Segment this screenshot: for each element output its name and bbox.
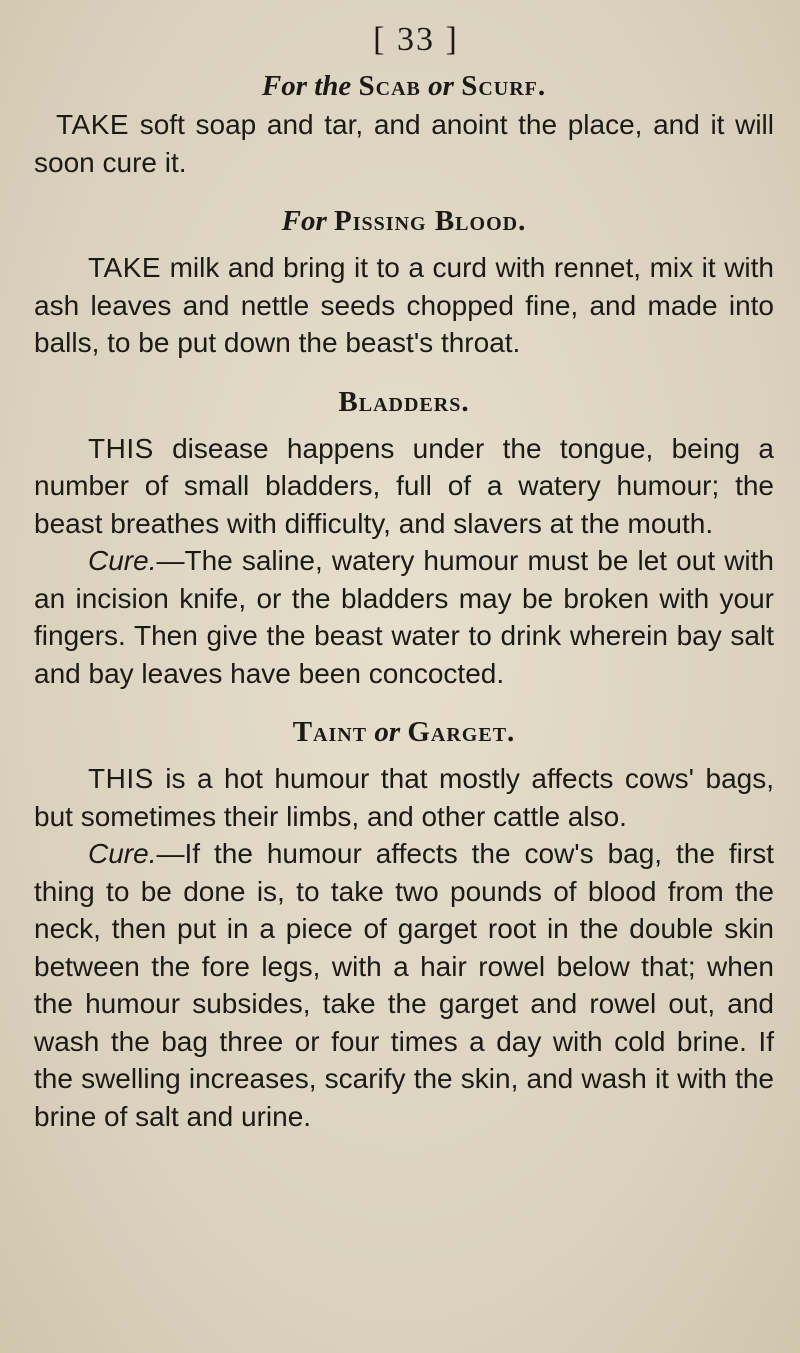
heading-title-2: Scurf. <box>461 70 547 102</box>
heading-joiner: or <box>374 716 401 748</box>
heading-title: Pissing Blood. <box>334 205 527 237</box>
cure-label: Cure. <box>88 545 157 576</box>
paragraph-lead: TAKE <box>56 109 130 140</box>
heading-pissing-blood <box>34 201 774 241</box>
paragraph-text: is a hot humour that mostly affects cows' bags, but sometimes their limbs, and other cattle also. <box>34 763 774 832</box>
paragraph-lead: TAKE <box>88 252 162 283</box>
heading-prefix: For the <box>261 70 352 102</box>
heading-scab-or-scurf <box>34 66 774 106</box>
cure-label: Cure. <box>88 838 157 869</box>
heading-bladders <box>34 382 774 422</box>
paragraph-text: soft soap and tar, and anoint the place, and it will soon cure it. <box>34 109 774 178</box>
paragraph-garget-cure <box>34 835 774 1135</box>
paragraph-pissing-blood-remedy <box>34 249 774 362</box>
heading-prefix: For <box>281 205 327 237</box>
paragraph-garget-description <box>34 760 774 835</box>
page-number: [ 33 ] <box>373 21 459 58</box>
paragraph-lead: THIS <box>88 432 154 464</box>
heading-taint-or-garget <box>34 712 774 752</box>
heading-title: Bladders. <box>338 385 470 418</box>
paragraph-bladders-description <box>34 430 774 543</box>
paragraph-text: —The saline, watery humour must be let out with an incision knife, or the bladders may be broken with your fingers. Then give the beast water to drink wherein bay salt and bay leaves have been concocted. <box>34 545 774 689</box>
paragraph-text: milk and bring it to a curd with rennet, mix it with ash leaves and nettle seeds chopped fine, and made into balls, to be put down the beast's throat. <box>34 252 774 358</box>
heading-joiner: or <box>428 70 454 102</box>
paragraph-scab-remedy <box>34 106 774 181</box>
paragraph-text: disease happens under the tongue, being a number of small bladders, full of a watery humour; the beast breathes with difficulty, and slavers at the mouth. <box>34 432 774 539</box>
heading-title: Scab <box>358 70 421 102</box>
paragraph-lead: THIS <box>88 763 154 794</box>
paragraph-bladders-cure <box>34 542 774 692</box>
book-page <box>34 18 774 1338</box>
paragraph-text: —If the humour affects the cow's bag, the first thing to be done is, to take two pounds of blood from the neck, then put in a piece of garget root in the double skin between the fore legs, with a hair rowel below that; when the humour subsides, take the garget and rowel out, and wash the bag three or four times a day with cold brine. If the swelling increases, scarify the skin, and wash it with the brine of salt and urine. <box>34 838 774 1132</box>
heading-title: Taint <box>292 716 368 748</box>
heading-title-2: Garget. <box>407 716 516 748</box>
